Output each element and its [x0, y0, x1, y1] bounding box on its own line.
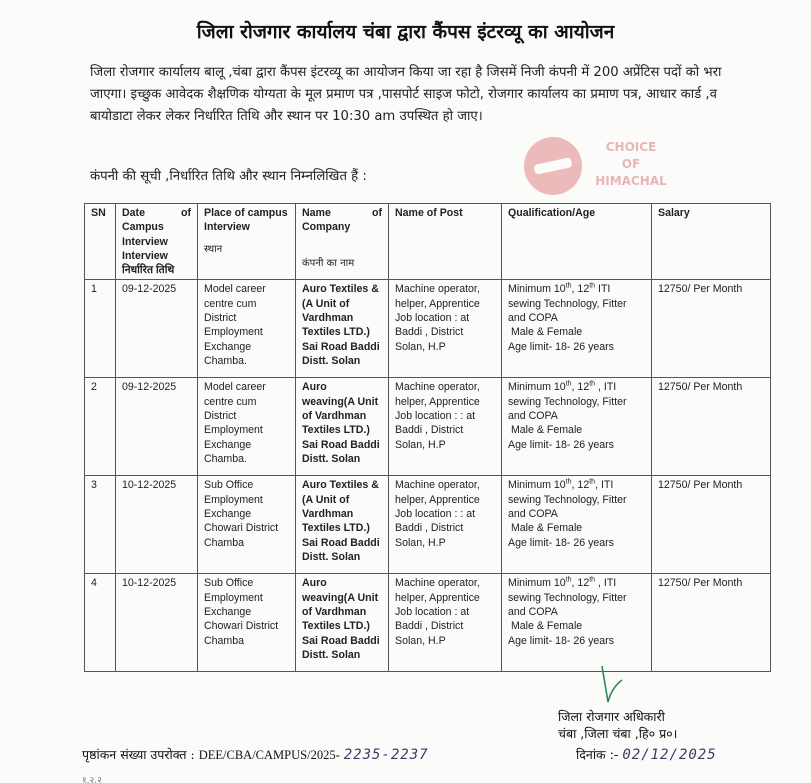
- cell-sn: 1: [85, 280, 116, 378]
- announcement-paragraph: जिला रोजगार कार्यालय बालू ,चंबा द्वारा कैंपस इंटरव्यू का आयोजन किया जा रहा है जिसमें निजी कंपनी में 200 अप्रेंटिस पदों को भरा जाएगा। इच्छुक आवेदक शैक्षणिक योग्यता के मूल प्रमाण पत्र ,पासपोर्ट साइज फोटो, रोजगार कार्यालय का प्रमाण पत्र, आधार कार्ड ,व बायोडाटा लेकर लेकर निर्धारित तिथि और स्थान पर 10:30 am उपस्थित हो जाए।: [90, 65, 722, 124]
- cell-post: Machine operator, helper, Apprentice Job location : : at Baddi , District Solan, H.P: [389, 378, 502, 476]
- cell-place: Model career centre cum District Employment Exchange Chamba.: [198, 378, 296, 476]
- page-stub-text: १.२.२: [82, 776, 102, 783]
- signatory-title: जिला रोजगार अधिकारी: [558, 709, 665, 724]
- cell-qualification: Minimum 10th, 12th , ITI sewing Technology, Fitter and COPA Male & Female Age limit- 18- 26 years: [502, 574, 652, 672]
- header-sn: SN: [85, 204, 116, 280]
- cell-place: Sub Office Employment Exchange Chowari District Chamba: [198, 476, 296, 574]
- endorsement-reference: [82, 746, 429, 763]
- header-salary: Salary: [652, 204, 771, 280]
- cell-post: Machine operator, helper, Apprentice Job location : : at Baddi , District Solan, H.P: [389, 476, 502, 574]
- signature-mark-icon: [596, 664, 626, 710]
- cell-post: Machine operator, helper, Apprentice Job location : at Baddi , District Solan, H.P: [389, 574, 502, 672]
- signatory-block: [558, 708, 677, 742]
- header-place: Place of campus Interview स्थान: [198, 204, 296, 280]
- header-date: Date of Campus Interview Interview निर्धारित तिथि: [116, 204, 198, 280]
- endorsement-code: DEE/CBA/CAMPUS/2025-: [198, 748, 340, 762]
- cell-salary: 12750/ Per Month: [652, 574, 771, 672]
- cell-date: 09-12-2025: [116, 280, 198, 378]
- date-handwritten: 02/12/2025: [622, 747, 717, 763]
- watermark-logo: [524, 133, 674, 199]
- signatory-office: चंबा ,जिला चंबा ,हि० प्र०।: [558, 726, 678, 741]
- cell-date: 10-12-2025: [116, 476, 198, 574]
- cell-sn: 4: [85, 574, 116, 672]
- watermark-emblem-icon: [524, 137, 582, 195]
- issue-date: [576, 746, 717, 763]
- cell-place: Sub Office Employment Exchange Chowari District Chamba: [198, 574, 296, 672]
- cell-sn: 3: [85, 476, 116, 574]
- cell-sn: 2: [85, 378, 116, 476]
- list-intro: कंपनी की सूची ,निर्धारित तिथि और स्थान निम्नलिखित हैं :: [90, 169, 367, 184]
- cell-company: Auro weaving(A Unit of Vardhman Textiles LTD.) Sai Road Baddi Distt. Solan: [296, 574, 389, 672]
- cell-company: Auro Textiles & (A Unit of Vardhman Textiles LTD.) Sai Road Baddi Distt. Solan: [296, 280, 389, 378]
- table-row: [85, 280, 771, 378]
- cell-company: Auro weaving(A Unit of Vardhman Textiles LTD.) Sai Road Baddi Distt. Solan: [296, 378, 389, 476]
- cell-date: 10-12-2025: [116, 574, 198, 672]
- table-header-row: [85, 204, 771, 280]
- page-title: जिला रोजगार कार्यालय चंबा द्वारा कैंपस इंटरव्यू का आयोजन: [196, 21, 615, 43]
- header-qualification: Qualification/Age: [502, 204, 652, 280]
- campus-interview-table: [84, 203, 771, 672]
- table-row: [85, 378, 771, 476]
- watermark-text: CHOICE OF HIMACHAL: [595, 140, 667, 188]
- cell-qualification: Minimum 10th, 12th , ITI sewing Technology, Fitter and COPA Male & Female Age limit- 18- 26 years: [502, 378, 652, 476]
- cell-salary: 12750/ Per Month: [652, 280, 771, 378]
- cell-qualification: Minimum 10th, 12th, ITI sewing Technology, Fitter and COPA Male & Female Age limit- 18- 26 years: [502, 476, 652, 574]
- endorsement-number-handwritten: 2235-2237: [343, 747, 429, 763]
- table-row: [85, 476, 771, 574]
- cell-company: Auro Textiles & (A Unit of Vardhman Textiles LTD.) Sai Road Baddi Distt. Solan: [296, 476, 389, 574]
- table-row: [85, 574, 771, 672]
- date-label: दिनांक :-: [576, 747, 619, 762]
- cell-qualification: Minimum 10th, 12th ITI sewing Technology, Fitter and COPA Male & Female Age limit- 18- 26 years: [502, 280, 652, 378]
- header-post: Name of Post: [389, 204, 502, 280]
- cell-salary: 12750/ Per Month: [652, 476, 771, 574]
- cell-salary: 12750/ Per Month: [652, 378, 771, 476]
- cell-post: Machine operator, helper, Apprentice Job location : at Baddi , District Solan, H.P: [389, 280, 502, 378]
- endorsement-label: पृष्ठांकन संख्या उपरोक्त :: [82, 747, 195, 762]
- header-company: Name of Company कंपनी का नाम: [296, 204, 389, 280]
- cell-date: 09-12-2025: [116, 378, 198, 476]
- cell-place: Model career centre cum District Employment Exchange Chamba.: [198, 280, 296, 378]
